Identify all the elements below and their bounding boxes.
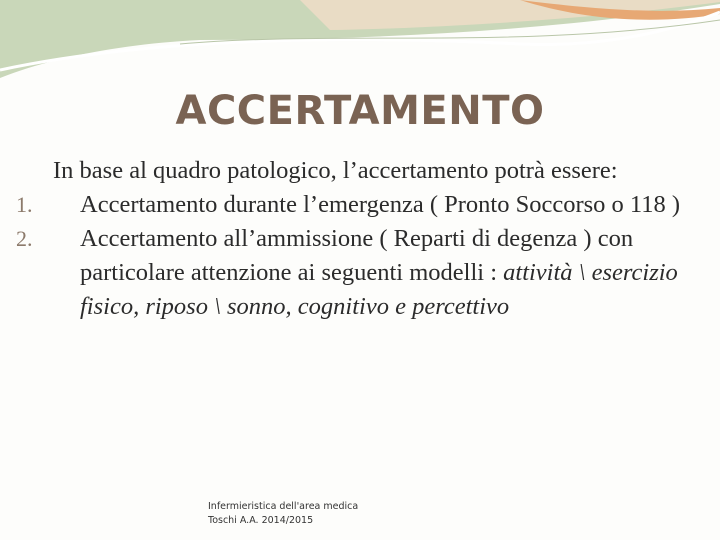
list-item-number: 2.	[16, 226, 33, 251]
list-item	[0, 188, 700, 222]
list-item-text: Accertamento durante l’emergenza ( Pronto Soccorso o 118 )	[80, 191, 681, 218]
slide-title: ACCERTAMENTO	[175, 88, 545, 134]
footer-course: Infermieristica dell'area medica	[208, 501, 359, 512]
decorative-swoosh-header	[0, 0, 720, 80]
list-item	[0, 222, 700, 324]
slide-body	[0, 154, 700, 324]
list-item-number: 1.	[16, 192, 33, 217]
intro-text: In base al quadro patologico, l’accertamento potrà essere:	[53, 157, 618, 184]
footer	[208, 500, 358, 528]
footer-author: Toschi A.A. 2014/2015	[208, 515, 314, 526]
list-item-italic-text: attività \ esercizio fisico, riposo \ sonno, cognitivo e percettivo	[80, 259, 678, 320]
list-item-text: Accertamento all’ammissione ( Reparti di degenza ) con particolare attenzione ai seguenti modelli :	[80, 225, 634, 286]
